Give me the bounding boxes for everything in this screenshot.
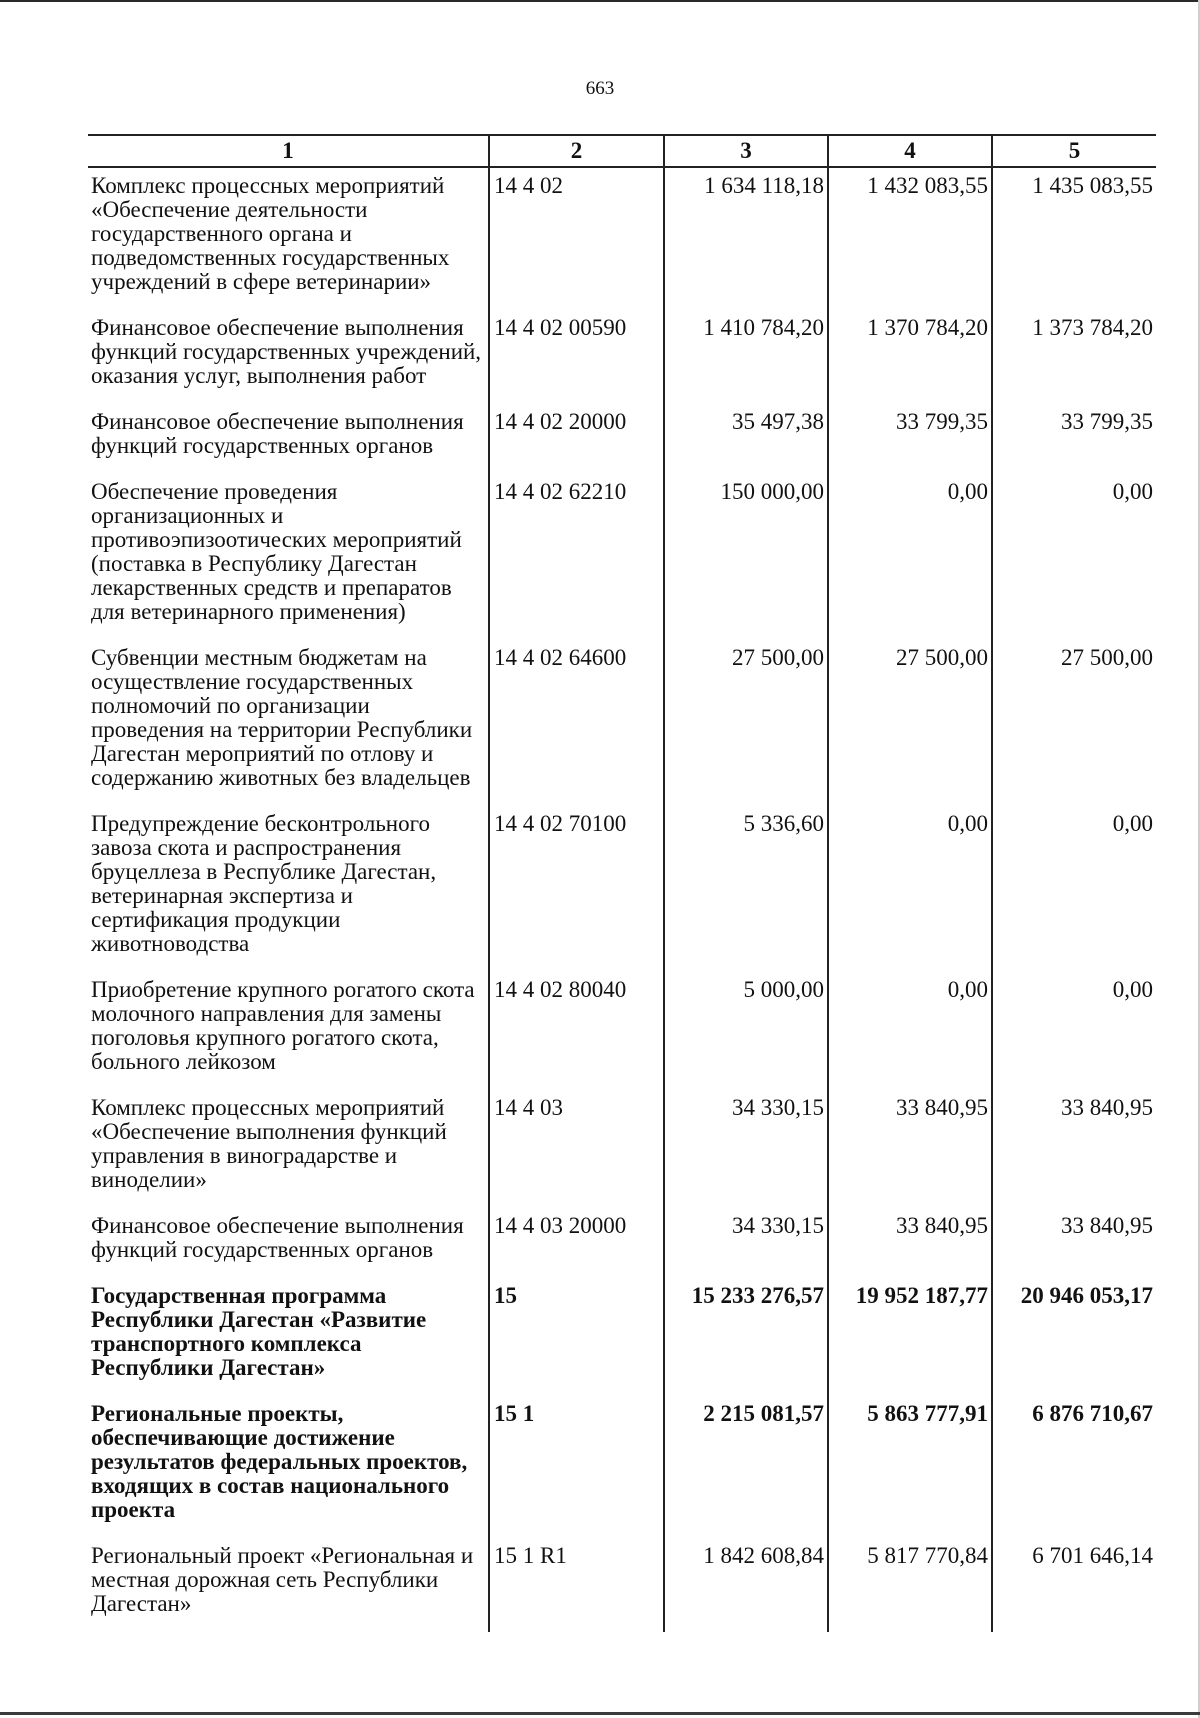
header-col-1: 1 [88, 135, 489, 167]
row-code-cell: 14 4 02 64600 [489, 640, 664, 806]
row-value-col-5: 33 840,95 [992, 1208, 1156, 1278]
row-name-cell: Комплекс процессных мероприятий «Обеспечение деятельности государственного органа и подведомственных государственных учреждений в сфере ветеринарии» [91, 173, 450, 294]
row-code-cell: 14 4 03 20000 [489, 1208, 664, 1278]
row-value-col-5: 1 373 784,20 [992, 310, 1156, 404]
row-value-col-5: 6 876 710,67 [992, 1396, 1156, 1538]
row-value-col-5: 20 946 053,17 [992, 1278, 1156, 1396]
page-number: 663 [585, 78, 615, 99]
row-value-col-4: 19 952 187,77 [828, 1278, 992, 1396]
row-code-cell: 14 4 02 80040 [489, 972, 664, 1090]
row-name-cell: Финансовое обеспечение выполнения функций государственных органов [91, 1213, 464, 1262]
row-name-cell: Региональный проект «Региональная и местная дорожная сеть Республики Дагестан» [91, 1543, 474, 1616]
scan-edge-bottom [0, 1712, 1200, 1715]
row-code-cell: 14 4 02 00590 [489, 310, 664, 404]
row-value-col-4: 33 840,95 [828, 1208, 992, 1278]
table-row [88, 1278, 1156, 1396]
row-name-cell: Государственная программа Республики Дагестан «Развитие транспортного комплекса Республики Дагестан» [91, 1283, 427, 1380]
table-row [88, 1396, 1156, 1538]
row-name-cell: Обеспечение проведения организационных и противоэпизоотических мероприятий (поставка в Республику Дагестан лекарственных средств и препаратов для ветеринарного применения) [91, 479, 462, 624]
table-row [88, 1208, 1156, 1278]
row-value-col-3: 5 336,60 [664, 806, 828, 972]
table-row [88, 167, 1156, 310]
row-value-col-4: 27 500,00 [828, 640, 992, 806]
row-code-cell: 14 4 02 70100 [489, 806, 664, 972]
row-name-cell: Комплекс процессных мероприятий «Обеспечение выполнения функций управления в виноградарстве и виноделии» [91, 1095, 447, 1192]
scan-edge-top [0, 0, 1200, 2]
row-value-col-3: 150 000,00 [664, 474, 828, 640]
row-value-col-4: 0,00 [828, 972, 992, 1090]
table-row [88, 404, 1156, 474]
row-value-col-4: 33 799,35 [828, 404, 992, 474]
row-value-col-4: 1 432 083,55 [828, 167, 992, 310]
header-col-2: 2 [489, 135, 664, 167]
row-value-col-4: 0,00 [828, 806, 992, 972]
row-name-cell: Субвенции местным бюджетам на осуществление государственных полномочий по организации проведения на территории Республики Дагестан мероприятий по отлову и содержанию животных без владельцев [91, 645, 473, 790]
row-code-cell: 14 4 02 62210 [489, 474, 664, 640]
row-code-cell: 14 4 02 [489, 167, 664, 310]
row-value-col-5: 0,00 [992, 474, 1156, 640]
header-col-5: 5 [992, 135, 1156, 167]
row-code-cell: 14 4 02 20000 [489, 404, 664, 474]
row-value-col-4: 5 863 777,91 [828, 1396, 992, 1538]
row-value-col-3: 35 497,38 [664, 404, 828, 474]
header-row [88, 135, 1156, 167]
row-code-cell: 15 1 R1 [489, 1538, 664, 1632]
table-row [88, 310, 1156, 404]
row-value-col-5: 27 500,00 [992, 640, 1156, 806]
row-value-col-3: 2 215 081,57 [664, 1396, 828, 1538]
header-col-3: 3 [664, 135, 828, 167]
row-value-col-5: 33 840,95 [992, 1090, 1156, 1208]
row-value-col-5: 0,00 [992, 972, 1156, 1090]
row-value-col-3: 1 842 608,84 [664, 1538, 828, 1632]
row-code-cell: 15 [489, 1278, 664, 1396]
row-value-col-3: 5 000,00 [664, 972, 828, 1090]
row-value-col-4: 33 840,95 [828, 1090, 992, 1208]
row-value-col-4: 0,00 [828, 474, 992, 640]
row-value-col-3: 27 500,00 [664, 640, 828, 806]
row-value-col-5: 6 701 646,14 [992, 1538, 1156, 1632]
table-row [88, 1090, 1156, 1208]
row-value-col-3: 34 330,15 [664, 1208, 828, 1278]
row-name-cell: Финансовое обеспечение выполнения функций государственных учреждений, оказания услуг, выполнения работ [91, 315, 482, 388]
table-row [88, 972, 1156, 1090]
row-value-col-4: 1 370 784,20 [828, 310, 992, 404]
table-row [88, 474, 1156, 640]
row-value-col-4: 5 817 770,84 [828, 1538, 992, 1632]
table-row [88, 806, 1156, 972]
table-row [88, 640, 1156, 806]
row-code-cell: 14 4 03 [489, 1090, 664, 1208]
row-value-col-3: 1 634 118,18 [664, 167, 828, 310]
row-name-cell: Региональные проекты, обеспечивающие достижение результатов федеральных проектов, входящих в состав национального проекта [91, 1401, 468, 1522]
row-name-cell: Приобретение крупного рогатого скота молочного направления для замены поголовья крупного рогатого скота, больного лейкозом [91, 977, 475, 1074]
header-col-4: 4 [828, 135, 992, 167]
table-row [88, 1538, 1156, 1632]
row-code-cell: 15 1 [489, 1396, 664, 1538]
row-value-col-5: 33 799,35 [992, 404, 1156, 474]
budget-table [88, 134, 1156, 1632]
row-value-col-3: 34 330,15 [664, 1090, 828, 1208]
row-value-col-5: 0,00 [992, 806, 1156, 972]
row-name-cell: Предупреждение бесконтрольного завоза скота и распространения бруцеллеза в Республике Дагестан, ветеринарная экспертиза и сертификация продукции животноводства [91, 811, 437, 956]
row-value-col-3: 1 410 784,20 [664, 310, 828, 404]
row-name-cell: Финансовое обеспечение выполнения функций государственных органов [91, 409, 464, 458]
row-value-col-5: 1 435 083,55 [992, 167, 1156, 310]
row-value-col-3: 15 233 276,57 [664, 1278, 828, 1396]
